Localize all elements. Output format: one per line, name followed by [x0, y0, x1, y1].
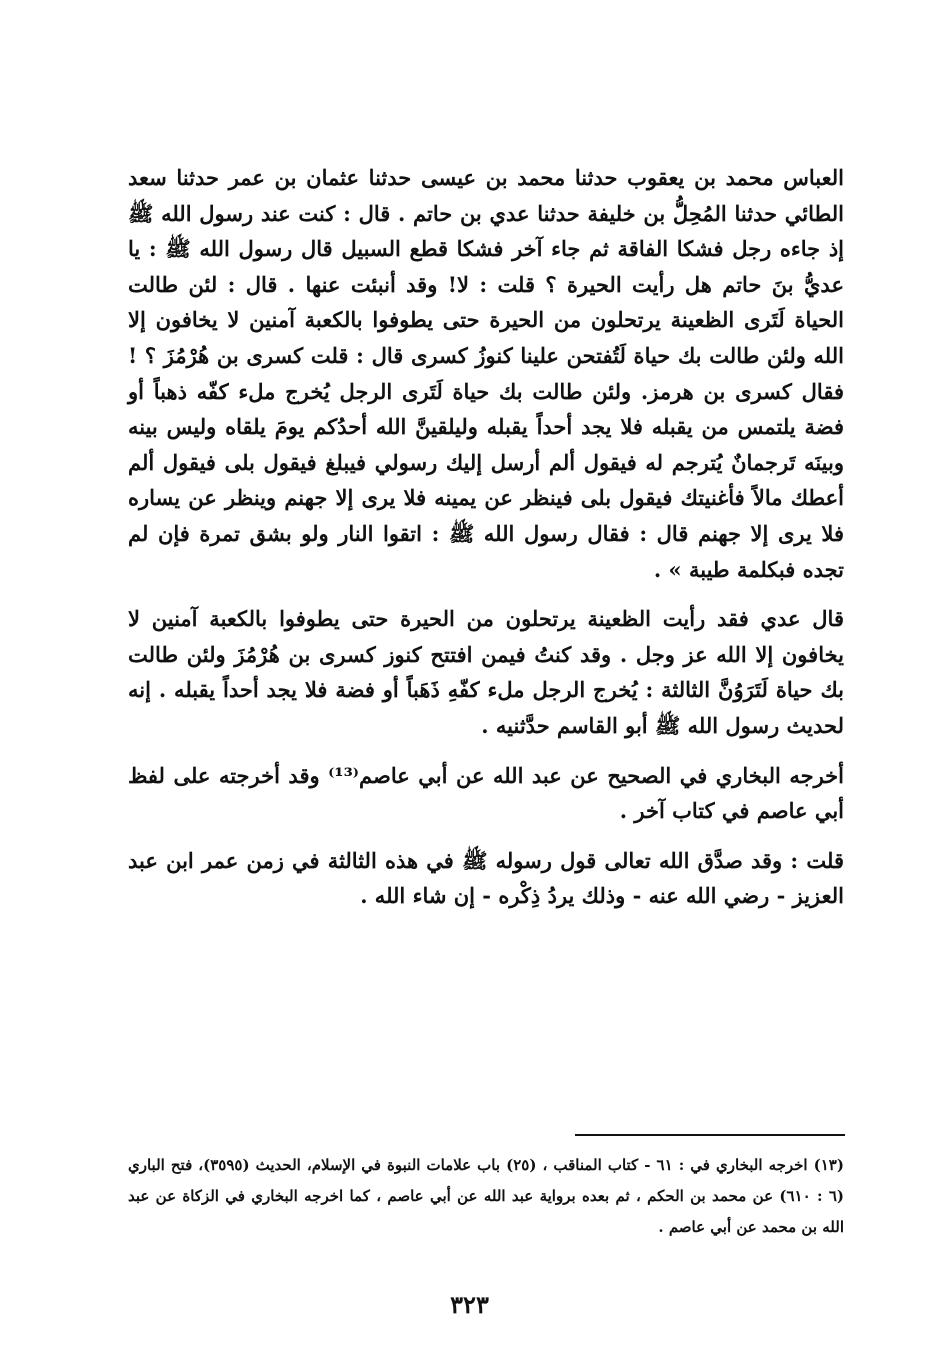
main-text [128, 160, 844, 914]
paragraph-hadith-text: العباس محمد بن يعقوب حدثنا محمد بن عيسى حدثنا عثمان بن عمر حدثنا سعد الطائي حدثنا المُحِلُّ بن خليفة حدثنا عدي بن حاتم . قال : كنت عند رسول الله ﷺ إذ جاءه رجل فشكا الفاقة ثم جاء آخر فشكا قطع السبيل قال رسول الله ﷺ : يا عديُّ بنَ حاتم هل رأيت الحيرة ؟ قلت : لا! وقد أنبئت عنها . قال : لئن طالت الحياة لَتَرى الظعينة يرتحلون من الحيرة حتى يطوفوا بالكعبة آمنين لا يخافون إلا الله ولئن طالت بك حياة لَتُفتحن علينا كنوزُ كسرى قال : قلت كسرى بن هُرْمُزَ ؟ ! فقال كسرى بن هرمز. ولئن طالت بك حياة لَتَرى الرجل يُخرج ملء كفّه ذهباً أو فضة يلتمس من يقبله فلا يجد أحداً يقبله وليلقينَّ الله أحدُكم يومَ يلقاه وليس بينه وبينَه تَرجمانٌ يُترجم له فيقول ألم أرسل إليك رسولي فيبلغ فيقول بلى فيقول ألم أعطك مالاً فأغنيتك فيقول بلى فينظر عن يمينه فلا يرى إلا جهنم وينظر عن يساره فلا يرى إلا جهنم قال : فقال رسول الله ﷺ : اتقوا النار ولو بشق تمرة فإن لم تجده فبكلمة طيبة » . [128, 165, 844, 582]
footnote-separator [575, 1134, 845, 1136]
paragraph-adi-statement: قال عدي فقد رأيت الظعينة يرتحلون من الحيرة حتى يطوفوا بالكعبة آمنين لا يخافون إلا الله عز وجل . وقد كنتُ فيمن افتتح كنوز كسرى بن هُرْمُزَ ولئن طالت بك حياة لَتَرَوُنَّ الثالثة : يُخرج الرجل ملء كفّهِ ذَهَباً أو فضة فلا يجد أحداً يقبله . إنه لحديث رسول الله ﷺ أبو القاسم حدَّثنيه . [128, 606, 844, 738]
footnotes [128, 1150, 844, 1243]
footnote-13: (١٣) اخرجه البخاري في : ٦١ - كتاب المناقب ، (٢٥) باب علامات النبوة في الإسلام، الحديث (٣٥٩٥)، فتح الباري (٦ : ٦١٠) عن محمد بن الحكم ، ثم بعده برواية عبد الله عن أبي عاصم ، كما اخرجه البخاري في الزكاة عن عبد الله بن محمد عن أبي عاصم . [128, 1156, 844, 1236]
paragraph-author-comment: قلت : وقد صدَّق الله تعالى قول رسوله ﷺ في هذه الثالثة في زمن عمر ابن عبد العزيز - رضي الله عنه - وذلك يردُ ذِكْره - إن شاء الله . [128, 847, 844, 909]
paragraph-bukhari-reference: أخرجه البخاري في الصحيح عن عبد الله عن أبي عاصم⁽¹³⁾ وقد أخرجته على لفظ أبي عاصم في كتاب آخر . [128, 762, 844, 824]
page-number: ٣٢٣ [450, 1290, 489, 1319]
